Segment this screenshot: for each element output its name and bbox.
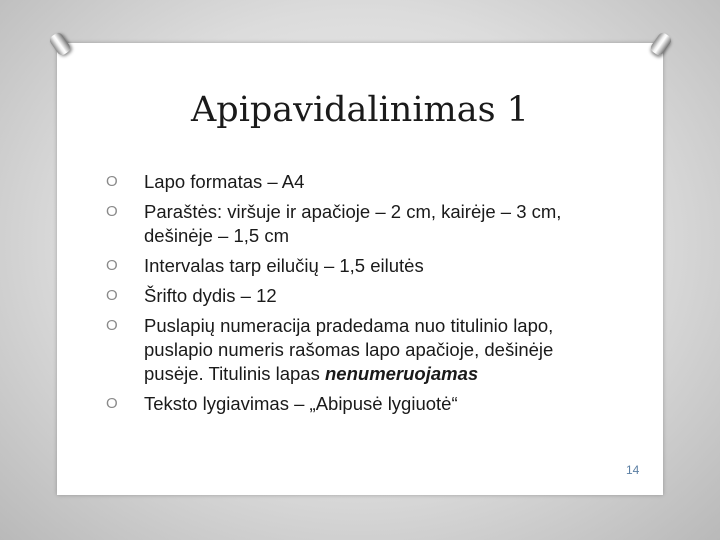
bullet-item	[106, 254, 606, 278]
bullet-marker-icon: O	[106, 257, 118, 274]
bullet-item	[106, 170, 606, 194]
bullet-item	[106, 200, 606, 248]
bullet-item	[106, 314, 606, 386]
bullet-item	[106, 284, 606, 308]
bullet-text: Paraštės: viršuje ir apačioje – 2 cm, kairėje – 3 cm, dešinėje – 1,5 cm	[144, 201, 562, 246]
bullet-marker-icon: O	[106, 395, 118, 412]
bullet-text: Lapo formatas – A4	[144, 171, 305, 192]
bullet-text: Intervalas tarp eilučių – 1,5 eilutės	[144, 255, 424, 276]
page-number: 14	[626, 463, 640, 477]
bullet-text: Teksto lygiavimas – „Abipusė lygiuotė“	[144, 393, 458, 414]
slide-title: Apipavidalinimas 1	[191, 90, 529, 130]
bullet-text: Šrifto dydis – 12	[144, 285, 277, 306]
bullet-marker-icon: O	[106, 287, 118, 304]
bullet-text: Puslapių numeracija pradedama nuo titulinio lapo, puslapio numeris rašomas lapo apačioje, dešinėje pusėje. Titulinis lapas	[144, 315, 554, 384]
bullet-item	[106, 392, 606, 416]
bullet-marker-icon: O	[106, 203, 118, 220]
bullet-list	[106, 170, 606, 422]
bullet-marker-icon: O	[106, 317, 118, 334]
bullet-marker-icon: O	[106, 173, 118, 190]
bullet-emphasis: nenumeruojamas	[325, 363, 479, 384]
